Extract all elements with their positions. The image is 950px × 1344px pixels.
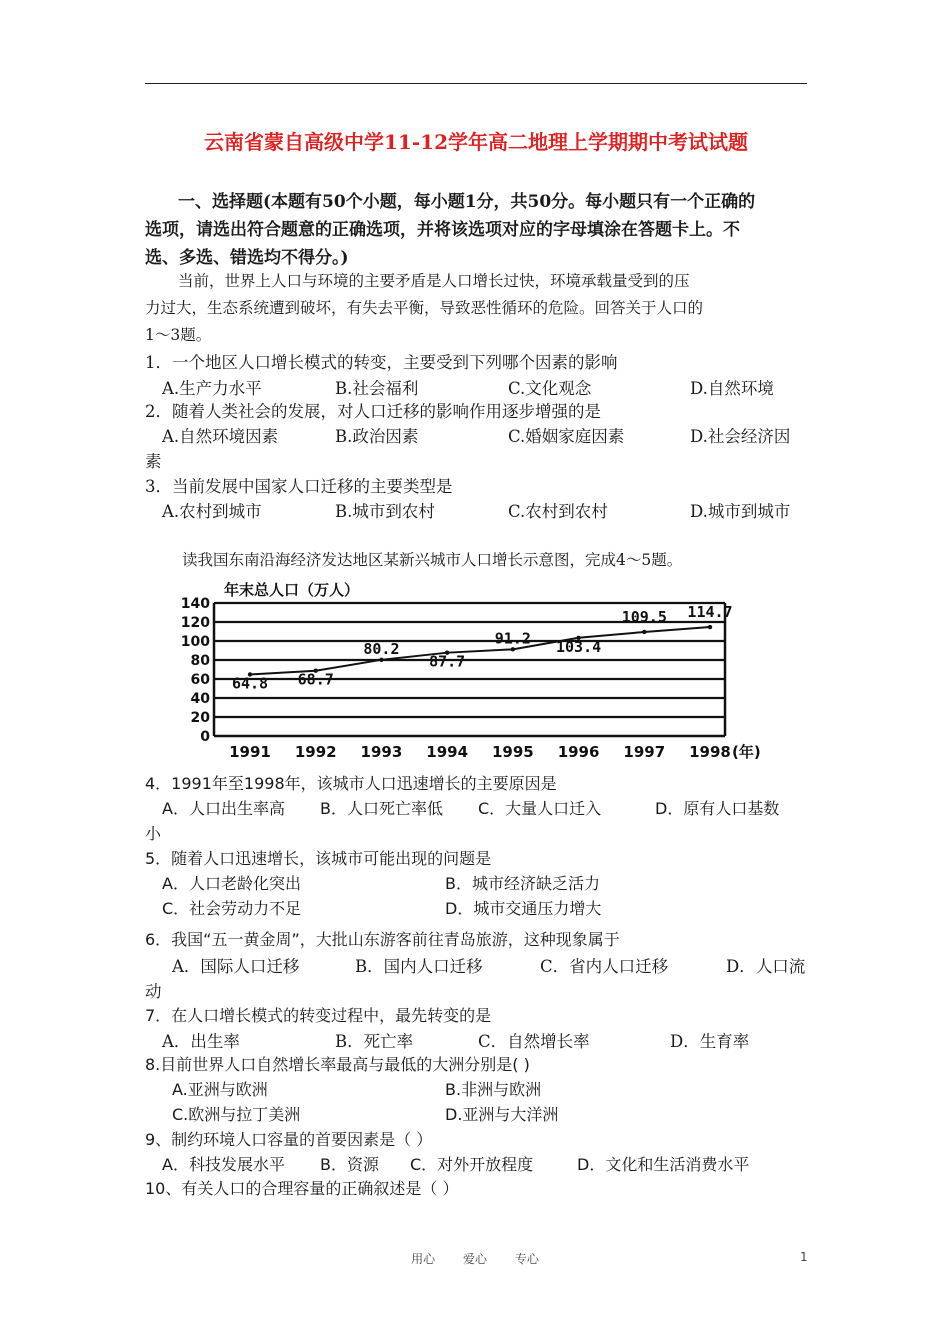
option-d: D.社会经济因 [690,427,791,446]
x-tick-label: 1996 [557,743,600,761]
y-tick-label: 140 [180,596,210,612]
footer-item: 用心 [411,1252,436,1266]
question-stem: 4．1991年至1998年，该城市人口迅速增长的主要原因是 [145,774,557,793]
section-heading-line-3: 选、多选、错选均不得分。) [145,248,349,268]
x-unit-label: (年) [732,743,761,761]
data-point [708,625,712,629]
footer-item: 爱心 [462,1252,487,1266]
option-b: B.社会福利 [335,379,419,398]
option-a: A.自然环境因素 [162,427,279,446]
x-tick-label: 1998 [689,743,731,761]
population-chart [180,575,761,765]
chart-intro: 读我国东南沿海经济发达地区某新兴城市人口增长示意图，完成4～5题。 [182,551,683,569]
data-label: 91.2 [494,629,531,648]
intro-line-3: 1～3题。 [145,326,212,344]
option-d: D．人口流 [726,957,806,976]
option-c: C.农村到农村 [508,502,608,521]
option-c: C.欧洲与拉丁美洲 [172,1105,301,1124]
y-tick-label: 40 [190,691,210,707]
data-point [379,658,383,662]
section-heading-line-2: 选项，请选出符合题意的正确选项，并将该选项对应的字母填涂在答题卡上。不 [145,220,740,240]
option-b: B.政治因素 [335,427,419,446]
option-d: D．生育率 [670,1032,750,1051]
question-stem: 5．随着人口迅速增长，该城市可能出现的问题是 [145,849,492,868]
option-d: D．原有人口基数 [655,799,780,818]
data-label: 68.7 [297,670,334,689]
option-d: D.亚洲与大洋洲 [445,1105,559,1124]
data-label: 103.4 [555,637,602,656]
question-stem: 1．一个地区人口增长模式的转变，主要受到下列哪个因素的影响 [145,353,618,372]
option-d: D．城市交通压力增大 [445,899,602,918]
x-tick-label: 1991 [229,743,271,761]
option-wrap: 小 [145,824,162,843]
option-c: C.文化观念 [508,379,592,398]
y-tick-label: 0 [200,729,210,745]
option-wrap: 动 [145,982,162,1001]
x-tick-label: 1995 [491,743,534,761]
question-stem: 3．当前发展中国家人口迁移的主要类型是 [145,477,453,496]
data-label: 114.7 [687,603,733,622]
y-tick-label: 60 [190,672,210,688]
y-tick-label: 100 [180,634,210,650]
option-wrap: 素 [145,452,162,471]
population-chart-svg [180,575,761,765]
option-a: A.农村到城市 [162,502,262,521]
option-c: C．省内人口迁移 [540,957,669,976]
intro-line-1: 当前，世界上人口与环境的主要矛盾是人口增长过快，环境承载量受到的压 [178,272,690,290]
option-a: A．人口出生率高 [162,799,285,818]
section-heading-line-1: 一、选择题(本题有50个小题，每小题1分，共50分。每小题只有一个正确的 [178,192,756,212]
question-stem: 10、有关人口的合理容量的正确叙述是（ ） [145,1179,459,1198]
y-tick-label: 120 [180,615,210,631]
option-b: B．人口死亡率低 [320,799,443,818]
series-line [250,627,710,674]
option-a: A.亚洲与欧洲 [172,1080,268,1099]
footer-item: 专心 [514,1252,539,1266]
data-label: 109.5 [621,607,667,626]
question-stem: 8.目前世界人口自然增长率最高与最低的大洲分别是( ) [145,1055,530,1074]
option-c: C．大量人口迁入 [478,799,602,818]
data-label: 64.8 [231,674,269,693]
document-title: 云南省蒙自高级中学11-12学年高二地理上学期期中考试试题 [204,130,748,154]
option-d: D．文化和生活消费水平 [577,1155,750,1174]
option-a: A．人口老龄化突出 [162,874,301,893]
option-d: D.城市到城市 [690,502,791,521]
option-c: C.婚姻家庭因素 [508,427,625,446]
question-stem: 7．在人口增长模式的转变过程中，最先转变的是 [145,1006,492,1025]
option-b: B．资源 [320,1155,379,1174]
header-rule [145,83,807,84]
option-d: D.自然环境 [690,379,774,398]
data-label: 80.2 [363,639,400,658]
x-tick-label: 1994 [426,743,469,761]
question-stem: 2．随着人类社会的发展，对人口迁移的影响作用逐步增强的是 [145,402,601,421]
x-tick-label: 1992 [294,743,337,761]
chart-title: 年末总人口（万人） [224,581,360,599]
data-point [642,630,646,634]
option-a: A．国际人口迁移 [172,957,300,976]
option-c: C．对外开放程度 [410,1155,534,1174]
intro-line-2: 力过大，生态系统遭到破坏，有失去平衡，导致恶性循环的危险。回答关于人口的 [145,299,704,317]
option-a: A．科技发展水平 [162,1155,285,1174]
x-tick-label: 1997 [623,743,666,761]
option-a: A.生产力水平 [162,379,262,398]
y-tick-label: 80 [190,653,210,669]
option-b: B.非洲与欧洲 [445,1080,542,1099]
option-b: B．死亡率 [335,1032,414,1051]
option-c: C．社会劳动力不足 [162,899,302,918]
data-point [511,647,515,651]
option-b: B.城市到农村 [335,502,435,521]
option-b: B．城市经济缺乏活力 [445,874,600,893]
question-stem: 6．我国“五一黄金周”，大批山东游客前往青岛旅游，这种现象属于 [145,930,620,949]
x-tick-label: 1993 [360,743,403,761]
data-label: 87.7 [429,652,466,671]
page-number: 1 [800,1250,808,1264]
option-a: A．出生率 [162,1032,240,1051]
y-tick-label: 20 [190,710,210,726]
option-c: C．自然增长率 [478,1032,590,1051]
option-b: B．国内人口迁移 [355,957,483,976]
question-stem: 9、制约环境人口容量的首要因素是（ ） [145,1130,433,1149]
